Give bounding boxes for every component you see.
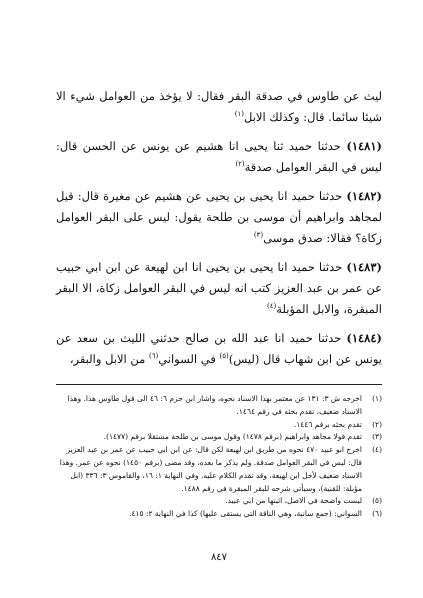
hadith-text: حدثنا حميد انا عبد الله بن صالح حدثني الليث بن سعد عن يونس عن ابن شهاب قال (ليس) (56, 331, 382, 366)
footnotes (56, 393, 382, 521)
hadith-text: في السواني (158, 352, 220, 366)
hadith-number: (١٤٨٤) (346, 331, 382, 345)
footnote-text: اخرج ابو عبيد ٤٧٠ نحوه من طريق ابن لهيعة لكن قال: عن ابن ابي حبيب عن عمر بن عبد العزيز قال: ليس في البقر العوامل صدقة. ولم يذكر ما بعده، وقد مضى (برقم ١٤٥٠) نحوه عن عمر. وهذا الاسناد ضعيف لأجل ابن لهيعة، وقد تقدم الكلام عليه. وفي النهاية ١: ١٦، والقاموس ٣: ٣٣٦ (ابل مؤبلة: للقنية)، وسيأتي شرحه للبقر المبقرة في رقم ١٤٨٨. (59, 445, 362, 493)
footnote-text: تقدم قولا مجاهد وابراهيم (برقم ١٤٧٨) وقول موسى بن طلحة مستقلا برقم (١٤٧٧). (103, 432, 362, 442)
hadith-1484 (56, 328, 382, 370)
footnote-ref-6: (٦) (148, 352, 159, 361)
hadith-text: حدثنا حميد انا يحيى بن يحيى عن هشيم عن مغيرة قال: قيل لمجاهد وابراهيم أن موسى بن طلحة يقول: ليس على البقر العوامل زكاة؟ فقالا: صدق موسى (56, 189, 382, 245)
footnote-1 (56, 393, 382, 419)
footnote-ref-5: (٥) (219, 352, 229, 361)
footnote-marker: (٤) (372, 445, 382, 455)
footnote-marker: (٢) (372, 419, 382, 429)
footnote-text: اخرجه ش ٣: ١٣١ عن معتمر بهذا الاسناد نحوه، واشار ابن حزم ٦: ٤٦ الى قول طاوس هذا. وهذا الاسناد ضعيف، تقدم بحثه في رقم ١٤٦٤. (67, 394, 362, 416)
hadith-text: حدثنا حميد ثنا يحيى انا هشيم عن يونس عن الحسن قال: ليس في البقر العوامل صدقة (56, 139, 382, 174)
hadith-1481 (56, 136, 382, 178)
hadith-1483 (56, 257, 382, 320)
footnote-5 (56, 495, 382, 508)
footnote-ref-1: (١) (234, 110, 244, 119)
footnote-6 (56, 508, 382, 521)
footnote-marker: (١) (372, 394, 382, 403)
hadith-1482 (56, 186, 382, 249)
footnote-2 (56, 419, 382, 432)
footnote-ref-3: (٣) (253, 231, 264, 240)
footnote-ref-2: (٢) (235, 160, 245, 169)
hadith-number: (١٤٨٢) (346, 189, 382, 203)
page-number: ٨٤٧ (210, 552, 228, 563)
footnote-marker: (٣) (372, 432, 382, 442)
paragraph-intro (56, 86, 382, 128)
footnote-text: ليست واضحة في الاصل، اثبتها من ابي عبيد. (225, 496, 362, 506)
footnote-4 (56, 444, 382, 495)
footnote-marker: (٥) (372, 496, 382, 506)
footnote-ref-4: (٤) (267, 302, 277, 311)
document-page (56, 86, 382, 586)
hadith-number: (١٤٨٣) (346, 260, 382, 274)
footnote-marker: (٦) (372, 509, 382, 519)
footnote-text: السواني: (جمع سانية، وهي الناقة التي يستقى عليها) كذا في النهاية ٢: ٤١٥. (129, 509, 362, 519)
main-text (56, 86, 382, 370)
footnote-divider (56, 384, 382, 385)
hadith-number: (١٤٨١) (346, 139, 382, 153)
hadith-text: حدثنا حميد انا يحيى بن يحيى انا ابن لهيعة عن ابن ابي حبيب عن عمر بن عبد العزيز كتب انه ليس في البقر العوامل زكاة، الا البقر المبقرة، والابل المؤبلة (56, 260, 382, 316)
footnote-text: تقدم بحثه برقم ١٤٤٦. (293, 419, 362, 429)
footnote-3 (56, 431, 382, 444)
paragraph-intro-text: ليث عن طاوس في صدقة البقر فقال: لا يؤخذ من العوامل شيء الا شيئا سائما. قال: وكذلك الابل (56, 89, 382, 124)
hadith-text: من الابل والبقر، (69, 352, 149, 366)
